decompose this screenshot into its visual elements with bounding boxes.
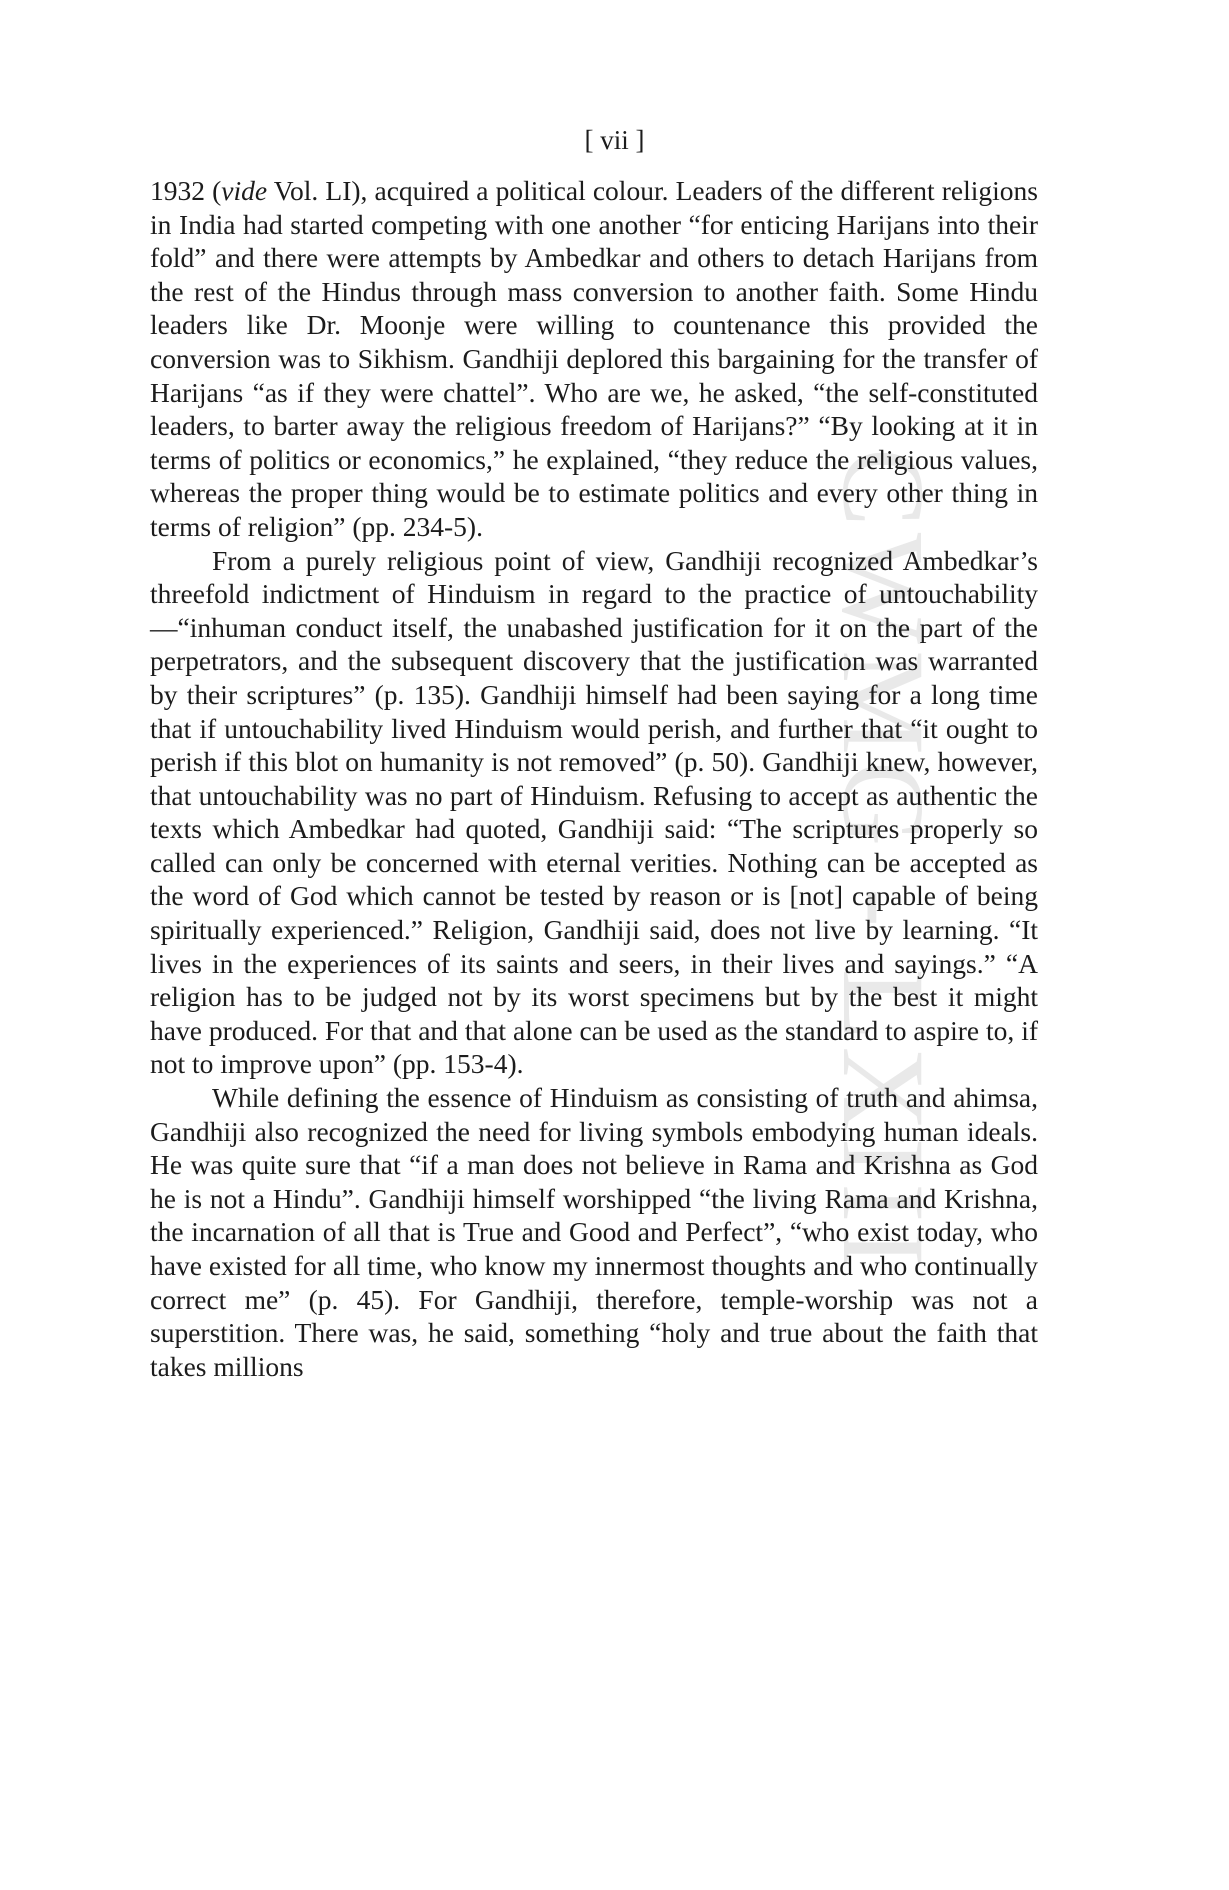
paragraph-2: From a purely religious point of view, Gandhiji recognized Ambedkar’s threefold indictment of Hinduism in regard to the practice of untouchability—“inhuman conduct itself, the unabashed justification for it on the part of the perpetrators, and the subsequent discovery that the justification was warranted by their scriptures” (p. 135). Gandhiji himself had been saying for a long time that if untouchability lived Hinduism would perish, and further that “it ought to perish if this blot on humanity is not removed” (p. 50). Gandhiji knew, however, that untouchability was no part of Hinduism. Refusing to accept as authentic the texts which Ambedkar had quoted, Gandhiji said: “The scriptures properly so called can only be concerned with eternal verities. Nothing can be accepted as the word of God which cannot be tested by reason or is [not] capable of being spiritually experienced.” Religion, Gandhiji said, does not live by learning. “It lives in the experiences of its saints and seers, in their lives and sayings.” “A religion has to be judged not by its worst specimens but by the best it might have produced. For that and that alone can be used as the standard to aspire to, if not to improve upon” (pp. 153-4). (150, 544, 1038, 1080)
paragraph-1-italic: vide (221, 175, 268, 206)
paragraph-3: While defining the essence of Hinduism as consisting of truth and ahimsa, Gandhiji also recognized the need for living symbols embodying human ideals. He was quite sure that “if a man does not believe in Rama and Krishna as God he is not a Hindu”. Gandhiji himself worshipped “the living Rama and Krishna, the incarnation of all that is True and Good and Perfect”, “who exist today, who have existed for all time, who know my innermost thoughts and who continually correct me” (p. 45). For Gandhiji, therefore, temple-worship was not a superstition. There was, he said, something “holy and true about the faith that takes millions (150, 1082, 1038, 1382)
paragraph-1 (150, 174, 1038, 544)
paragraph-1-text: Vol. LI), acquired a political colour. Leaders of the different religions in India had started competing with one another “for enticing Harijans into their fold” and there were attempts by Ambedkar and others to detach Harijans from the rest of the Hindus through mass conversion to another faith. Some Hindu leaders like Dr. Moonje were willing to countenance this provided the conversion was to Sikhism. Gandhiji deplored this bargaining for the transfer of Harijans “as if they were chattel”. Who are we, he asked, “the self-constituted leaders, to barter away the religious freedom of Harijans?” “By looking at it in terms of politics or economics,” he explained, “they reduce the religious values, whereas the proper thing would be to estimate politics and every other thing in terms of religion” (pp. 234-5). (150, 175, 1038, 542)
watermark: CWMG - LXIII (818, 448, 949, 1274)
page-number: [ vii ] (584, 125, 645, 155)
body-text (150, 174, 1038, 1383)
paragraph-1-lead: 1932 ( (150, 175, 222, 206)
